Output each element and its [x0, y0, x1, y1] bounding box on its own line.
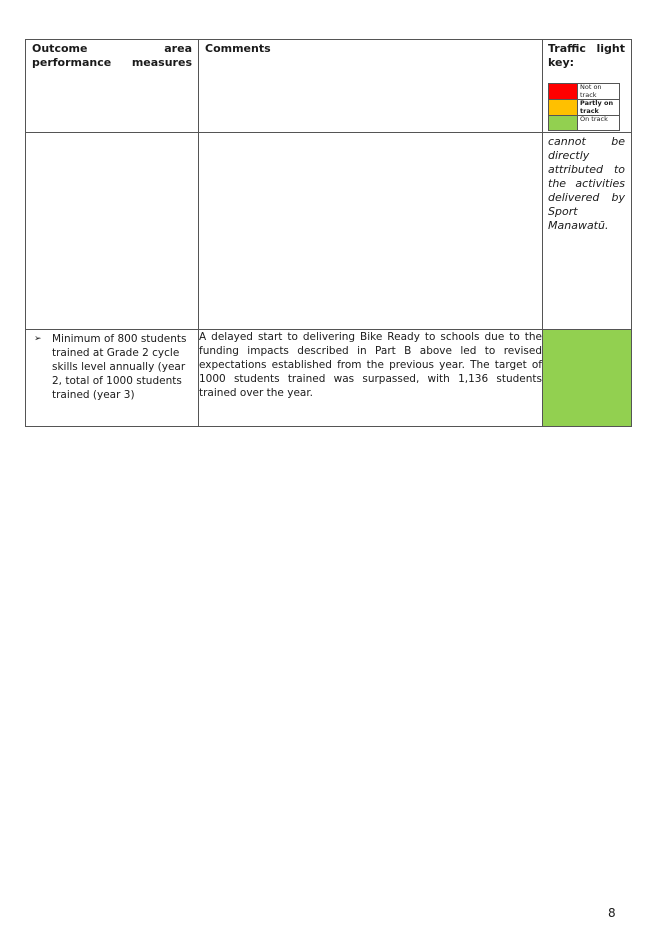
amber-swatch [549, 100, 578, 116]
empty-measure-cell [26, 133, 199, 330]
traffic-light-key-title: Traffic light key: [548, 42, 625, 69]
red-swatch [549, 84, 578, 100]
legend-item-not-on-track [549, 84, 620, 100]
measures-header: Outcome area performance measures [26, 40, 199, 133]
status-on-track-cell [543, 330, 632, 427]
page-number: 8 [608, 906, 616, 920]
continuation-text: cannot be directly attributed to the activities delivered by Sport Manawatū. [543, 133, 632, 330]
table-row [26, 330, 632, 427]
measure-cell [26, 330, 199, 427]
legend-label: Partly on track [578, 100, 620, 116]
comments-header: Comments [199, 40, 543, 133]
continuation-row [26, 133, 632, 330]
legend-label: Not on track [578, 84, 620, 100]
measure-text: Minimum of 800 students trained at Grade 2 cycle skills level annually (year 2, total of 1000 students trained (year 3) [52, 333, 187, 401]
legend-label: On track [578, 116, 620, 131]
header-row [26, 40, 632, 133]
comment-text: A delayed start to delivering Bike Ready to schools due to the funding impacts described in Part B above led to revised expectations established from the previous year. The target of 1000 students trained was surpassed, with 1,136 students trained over the year. [199, 330, 543, 427]
arrow-bullet-icon: ➢ [34, 334, 42, 344]
green-swatch [549, 116, 578, 131]
traffic-light-legend [548, 83, 620, 131]
performance-table [25, 39, 632, 427]
traffic-light-header [543, 40, 632, 133]
legend-item-partly-on-track [549, 100, 620, 116]
empty-comment-cell [199, 133, 543, 330]
legend-item-on-track [549, 116, 620, 131]
